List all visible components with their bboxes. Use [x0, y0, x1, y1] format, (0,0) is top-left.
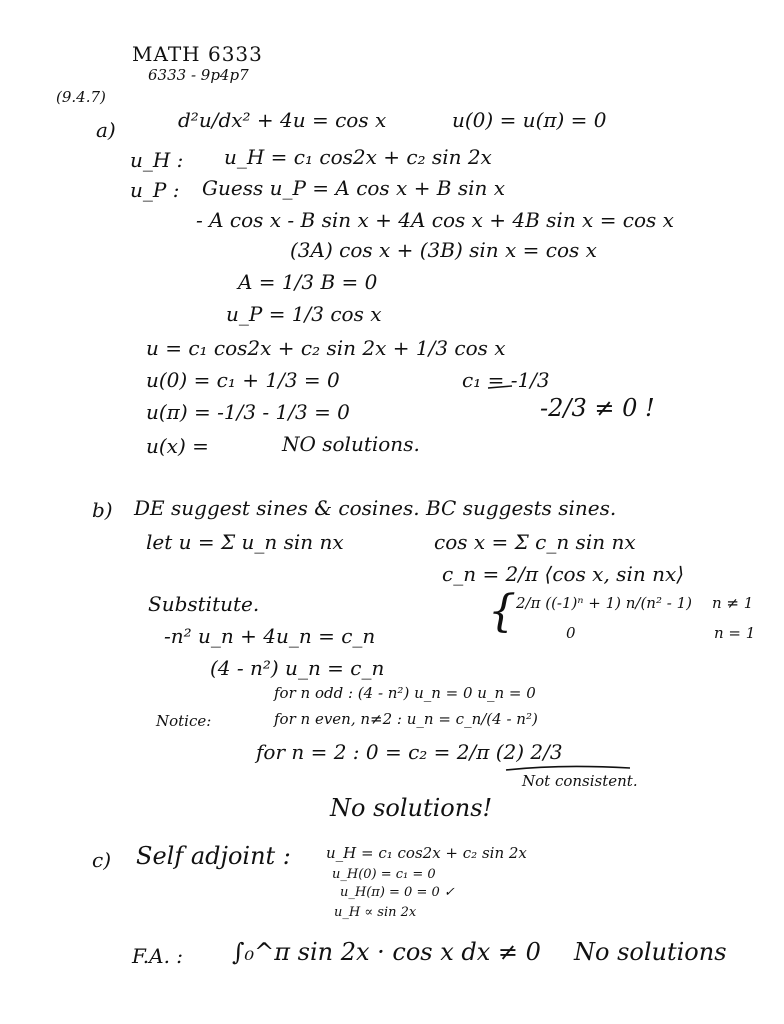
contradiction: -2/3 ≠ 0 !	[540, 394, 655, 422]
part-b-label: b)	[92, 498, 113, 522]
part-c-uh-result: u_H ∝ sin 2x	[334, 905, 417, 920]
coefficient-values: A = 1/3 B = 0	[238, 270, 378, 294]
part-c-bc-pi: u_H(π) = 0 = 0 ✓	[340, 885, 455, 900]
part-a-boundary-conditions: u(0) = u(π) = 0	[452, 108, 607, 132]
part-a-equation: d²u/dx² + 4u = cos x	[178, 108, 387, 132]
assignment-subtitle: 6333 - 9p4p7	[148, 66, 249, 84]
part-b-intro: DE suggest sines & cosines. BC suggests sines.	[134, 496, 617, 520]
course-title: MATH 6333	[132, 42, 263, 66]
particular-solution: u_P = 1/3 cos x	[226, 302, 382, 326]
bc-at-zero: u(0) = c₁ + 1/3 = 0	[146, 368, 340, 392]
part-a-label: a)	[96, 118, 116, 142]
substituted-equation: -n² u_n + 4u_n = c_n	[164, 624, 376, 648]
cn-case-n-1-condition: n = 1	[714, 624, 756, 642]
homogeneous-solution: u_H = c₁ cos2x + c₂ sin 2x	[224, 145, 492, 169]
cn-case-n-1: 0	[566, 624, 576, 642]
cosine-expansion: cos x = Σ c_n sin nx	[434, 530, 636, 554]
cn-brace: {	[488, 586, 516, 637]
not-consistent: Not consistent.	[522, 772, 638, 790]
part-b-conclusion: No solutions!	[330, 794, 493, 822]
part-a-conclusion: NO solutions.	[282, 432, 420, 456]
collect-terms-line: (3A) cos x + (3B) sin x = cos x	[290, 238, 597, 262]
part-a-conclusion-label: u(x) =	[146, 434, 209, 458]
substitute-label: Substitute.	[148, 592, 260, 616]
part-c-conclusion: No solutions	[574, 938, 727, 966]
homogeneous-label: u_H :	[130, 148, 184, 172]
part-c-label: c)	[92, 848, 112, 872]
cn-case-n-not-1: 2/π ((-1)ⁿ + 1) n/(n² - 1)	[516, 594, 692, 612]
fredholm-label: F.A. :	[132, 944, 184, 968]
odd-case: for n odd : (4 - n²) u_n = 0 u_n = 0	[274, 684, 536, 702]
even-case: for n even, n≠2 : u_n = c_n/(4 - n²)	[274, 710, 538, 728]
notice-label: Notice:	[156, 712, 212, 730]
series-ansatz: let u = Σ u_n sin nx	[146, 530, 344, 554]
part-c-homogeneous: u_H = c₁ cos2x + c₂ sin 2x	[326, 844, 527, 862]
cn-definition: c_n = 2/π ⟨cos x, sin nx⟩	[442, 562, 685, 586]
c1-value: c₁ = -1/3	[462, 368, 550, 392]
substitution-line: - A cos x - B sin x + 4A cos x + 4B sin x = cos x	[196, 208, 674, 232]
n-equals-2-case: for n = 2 : 0 = c₂ = 2/π (2) 2/3	[256, 740, 563, 764]
part-c-bc-zero: u_H(0) = c₁ = 0	[332, 867, 436, 882]
bc-at-pi: u(π) = -1/3 - 1/3 = 0	[146, 400, 350, 424]
part-c-title: Self adjoint :	[136, 842, 291, 870]
factored-equation: (4 - n²) u_n = c_n	[210, 656, 385, 680]
particular-guess: Guess u_P = A cos x + B sin x	[202, 176, 506, 200]
problem-number: (9.4.7)	[56, 88, 106, 106]
fredholm-integral: ∫₀^π sin 2x · cos x dx ≠ 0	[232, 938, 541, 966]
not-consistent-underline	[506, 766, 630, 770]
cn-case-n-not-1-condition: n ≠ 1	[712, 594, 754, 612]
particular-label: u_P :	[130, 178, 180, 202]
general-solution: u = c₁ cos2x + c₂ sin 2x + 1/3 cos x	[146, 336, 506, 360]
